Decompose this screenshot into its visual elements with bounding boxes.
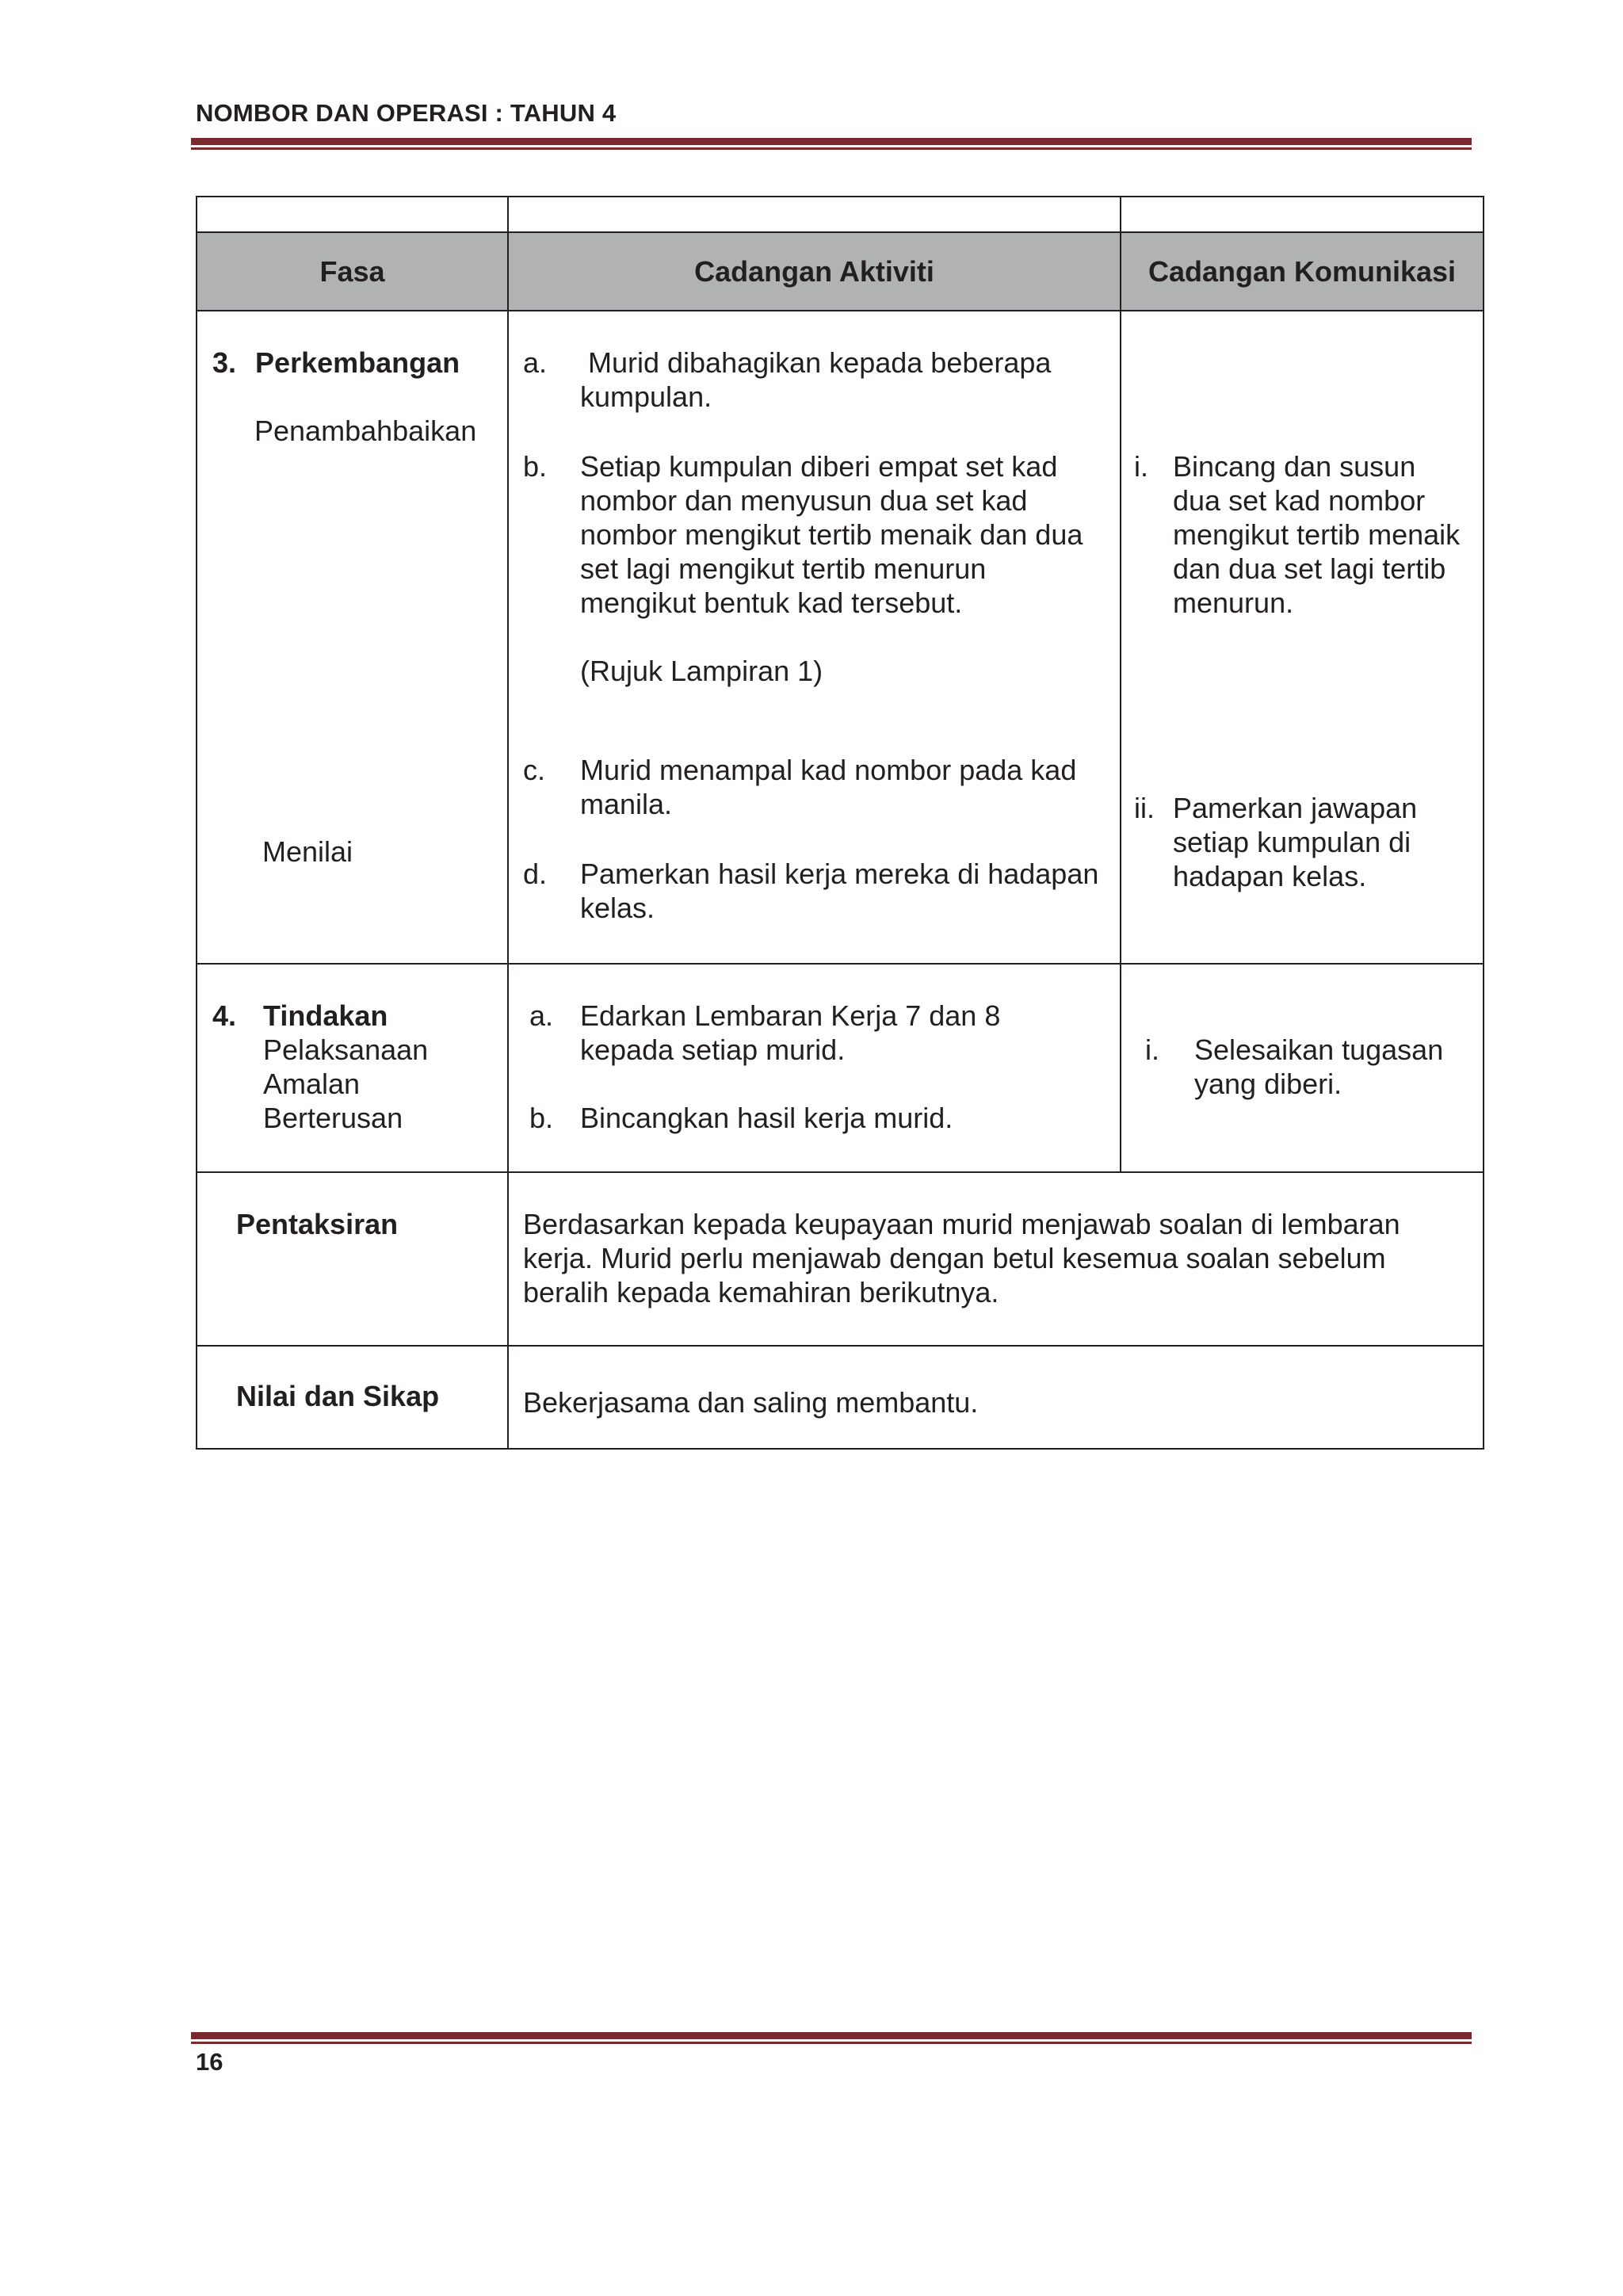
- list-item-text: Murid dibahagikan kepada beberapa kumpulan.: [580, 346, 1052, 413]
- list-item: [529, 999, 1101, 1067]
- nilai-label-cell: [197, 1346, 508, 1449]
- list-item-label: [523, 654, 580, 688]
- list-item: [523, 753, 1101, 821]
- table-blank-row: [197, 197, 1484, 232]
- phase-sub-line: Pelaksanaan: [263, 1033, 429, 1066]
- list-item-label: d.: [523, 858, 548, 890]
- aktiviti-cell: [508, 311, 1121, 964]
- list-item: [1134, 791, 1467, 893]
- table-row-pentaksiran: [197, 1172, 1484, 1346]
- phase-number: 3.: [212, 346, 237, 379]
- list-item: [523, 857, 1101, 925]
- list-item-label: a.: [523, 346, 548, 379]
- table-row-nilai: [197, 1346, 1484, 1449]
- list-item: [523, 449, 1101, 620]
- table-header-row: [197, 232, 1484, 311]
- pentaksiran-text-cell: [508, 1172, 1484, 1346]
- list-item-label: a.: [529, 999, 554, 1032]
- list-item: [529, 1101, 1101, 1135]
- komunikasi-cell: [1121, 964, 1484, 1172]
- list-item-label: i.: [1134, 450, 1148, 483]
- list-item-text: Setiap kumpulan diberi empat set kad nombor dan menyusun dua set kad nombor mengikut tertib menaik dan dua set lagi mengikut tertib menurun mengikut bentuk kad tersebut.: [580, 450, 1083, 619]
- komunikasi-cell: [1121, 311, 1484, 964]
- header-komunikasi: Cadangan Komunikasi: [1121, 232, 1484, 311]
- list-item: [523, 654, 1101, 688]
- fasa-cell: [197, 964, 508, 1172]
- phase-title: Tindakan: [263, 999, 388, 1032]
- header-rule: [191, 138, 1472, 150]
- list-item-text: Murid menampal kad nombor pada kad manila.: [580, 754, 1077, 820]
- list-item-label: b.: [523, 450, 548, 483]
- list-item-label: ii.: [1134, 792, 1155, 824]
- pentaksiran-label-cell: [197, 1172, 508, 1346]
- nilai-text: Bekerjasama dan saling membantu.: [523, 1386, 979, 1419]
- list-item-text: Pamerkan hasil kerja mereka di hadapan kelas.: [580, 858, 1099, 924]
- phase-number: 4.: [212, 999, 237, 1032]
- nilai-text-cell: [508, 1346, 1484, 1449]
- list-item-text: (Rujuk Lampiran 1): [580, 655, 823, 687]
- phase-sub-penambahbaikan: Penambahbaikan: [254, 415, 477, 447]
- nilai-label: Nilai dan Sikap: [236, 1380, 440, 1412]
- phase-sub-line: Amalan: [263, 1068, 361, 1100]
- page-header-title: NOMBOR DAN OPERASI : TAHUN 4: [196, 99, 617, 127]
- table-row-tindakan: [197, 964, 1484, 1172]
- list-item-label: i.: [1145, 1033, 1159, 1066]
- table-row-perkembangan: [197, 311, 1484, 964]
- pentaksiran-text: Berdasarkan kepada keupayaan murid menjawab soalan di lembaran kerja. Murid perlu menjawab dengan betul kesemua soalan sebelum beralih kepada kemahiran berikutnya.: [523, 1208, 1400, 1308]
- header-fasa: Fasa: [197, 232, 508, 311]
- list-item: [523, 346, 1101, 414]
- fasa-cell: [197, 311, 508, 964]
- footer-rule: [191, 2032, 1472, 2044]
- list-item: [1145, 1033, 1467, 1101]
- phase-sub-line: Berterusan: [263, 1102, 403, 1134]
- aktiviti-cell: [508, 964, 1121, 1172]
- header-aktiviti: Cadangan Aktiviti: [508, 232, 1121, 311]
- phase-sub-menilai: Menilai: [262, 835, 353, 868]
- list-item-text: Pamerkan jawapan setiap kumpulan di hadapan kelas.: [1173, 792, 1418, 892]
- list-item-label: c.: [523, 754, 546, 786]
- list-item-text: Selesaikan tugasan yang diberi.: [1194, 1033, 1444, 1100]
- list-item: [1134, 449, 1467, 620]
- pentaksiran-label: Pentaksiran: [236, 1208, 399, 1240]
- list-item-text: Bincang dan susun dua set kad nombor mengikut tertib menaik dan dua set lagi tertib menurun.: [1173, 450, 1461, 619]
- lesson-table: [196, 196, 1484, 1450]
- list-item-text: Bincangkan hasil kerja murid.: [580, 1102, 953, 1134]
- list-item-text: Edarkan Lembaran Kerja 7 dan 8 kepada setiap murid.: [580, 999, 1001, 1066]
- list-item-label: b.: [529, 1102, 554, 1134]
- page-number: 16: [196, 2048, 223, 2076]
- phase-title: Perkembangan: [255, 346, 460, 379]
